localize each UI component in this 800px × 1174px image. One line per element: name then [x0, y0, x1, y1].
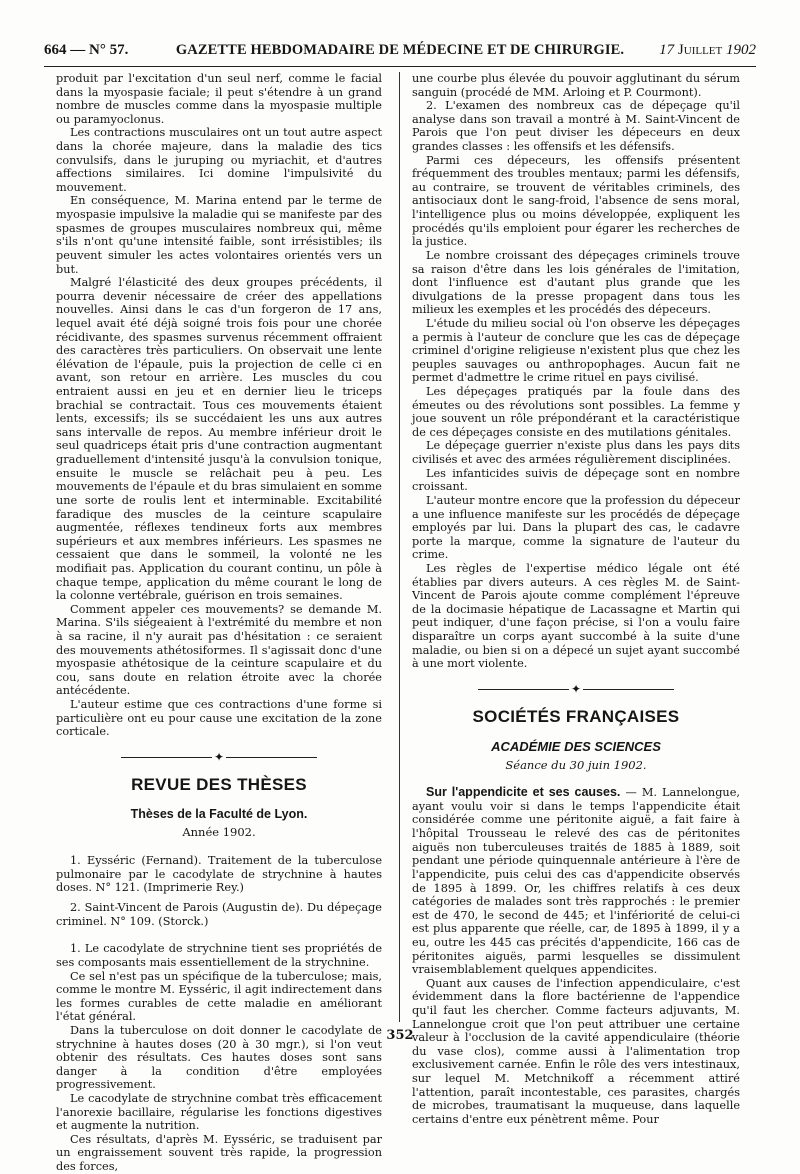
lead-text: ayant voulu voir si dans le temps l'appendicite était considérée comme une péritonite aiguë, a fait faire à l'hôpital Trousseau le relevé des cas de péritonites aiguës non tuberculeuses traités de 1885 à 1889, soit pendant une période quinquennale antérieure à l'ère de l'appendicite, puis celui des cas d'appendicite observés de 1895 à 1899. Or, les chiffres relatifs à ces deux catégories de malades sont très rapprochés : le premier est de 470, le second de 445; et l'infériorité de celui-ci est plus apparente que réelle, car, de 1895 à 1899, il y a eu, outre les 445 cas précités d'appendicite, 166 cas de péritonites aiguës, parmi lesquelles se dissimulent vraisemblablement quelques appendicites. — [412, 799, 740, 977]
ornament-icon: ✦ — [570, 681, 582, 696]
paragraph: Quant aux causes de l'infection appendiculaire, c'est évidemment dans la flore bactérienne de l'appendice qu'il faut les chercher. Comme facteurs adjuvants, M. Lannelongue croit que l'on peut attribuer une certaine valeur à l'occlusion de la cavité appendiculaire (théorie du vase clos), comme aussi à l'alimentation trop exclusivement carnée. Enfin le rôle des vers intestinaux, sur lequel M. Metchnikoff a récemment attiré l'attention, paraît incontestable, ces parasites, chargés de microbes, traumatisant la muqueuse, dans laquelle certains d'entre eux pénètrent même. Pour — [412, 976, 740, 1126]
left-column — [56, 72, 382, 1174]
paragraph: En conséquence, M. Marina entend par le terme de myospasie impulsive la maladie qui se manifeste par des spasmes de groupes musculaires nombreux qui, même s'ils n'ont qu'une intensité faible, sont irrésistibles; ils peuvent simuler les actes volontaires orientés vers un but. — [56, 194, 382, 276]
running-header — [44, 42, 756, 64]
paragraph: L'étude du milieu social où l'on observe les dépeçages a permis à l'auteur de conclure que les cas de dépeçage criminel d'origine religieuse n'existent plus que chez les peuples sauvages ou anthropophages. Aucun fait ne permet d'admettre le crime rituel en pays civilisé. — [412, 316, 740, 385]
date-month: Juillet — [677, 42, 723, 58]
paragraph: Le dépeçage guerrier n'existe plus dans les pays dits civilisés et avec des armées régulièrement disciplinées. — [412, 439, 740, 467]
thesis-entry: 1. Eysséric (Fernand). Traitement de la tuberculose pulmonaire par le cacodylate de strychnine à hautes doses. N° 121. (Imprimerie Rey.) — [56, 854, 382, 895]
section-divider — [412, 683, 740, 697]
ornament-icon: ✦ — [213, 749, 225, 764]
paragraph: Malgré l'élasticité des deux groupes précédents, il pourra devenir nécessaire de créer des appellations nouvelles. Ainsi dans le cas d'un forgeron de 17 ans, lequel avait été déjà soigné trois fois pour une chorée récidivante, des spasmes survenus récemment offraient des caractères très particuliers. On observait une lente élévation de l'épaule, puis la projection de celle ci en avant, son retour en arrière. Les muscles du cou entraient aussi en jeu et en dernier lieu le triceps brachial se contractait. Tous ces mouvements étaient lents, excessifs; ils se succédaient les uns aux autres sans intervalle de repos. Au membre inférieur droit le seul quadriceps était pris d'une contraction augmentant graduellement d'intensité jusqu'à la convulsion tonique, ensuite le muscle se relâchait peu à peu. Les mouvements de l'épaule et du bras simulaient en somme une sorte de roulis lent et interminable. Excitabilité faradique des muscles de la ceinture scapulaire augmentée, réflexes tendineux forts aux membres supérieurs et aux membres inférieurs. Les spasmes ne cessaient que dans le sommeil, la volonté ne les modifiait pas. Application du courant continu, un pôle à chaque tempe, application du même courant le long de la colonne vertébrale, guérison en trois semaines. — [56, 276, 382, 603]
paragraph: Dans la tuberculose on doit donner le cacodylate de strychnine à hautes doses (20 à 30 mgr.), si l'on veut obtenir des résultats. Ces hautes doses sont sans danger à la condition d'être employées progressivement. — [56, 1023, 382, 1092]
paragraph: une courbe plus élevée du pouvoir agglutinant du sérum sanguin (procédé de MM. Arloing et P. Courmont). — [412, 72, 740, 99]
paragraph: Ces résultats, d'après M. Eysséric, se traduisent par un engraissement souvent très rapide, la progression des forces, — [56, 1132, 382, 1174]
lead-author: — M. Lannelongue, — [625, 785, 740, 799]
paragraph: Les dépeçages pratiqués par la foule dans des émeutes ou des révolutions sont possibles. La femme y joue souvent un rôle prépondérant et la caractéristique de ces dépeçages consiste en des mutilations génitales. — [412, 385, 740, 439]
paragraph: 2. L'examen des nombreux cas de dépeçage qu'il analyse dans son travail a montré à M. Saint-Vincent de Parois que l'on peut diviser les dépeceurs en deux grandes classes : les offensifs et les défensifs. — [412, 99, 740, 154]
paragraph: L'auteur montre encore que la profession du dépeceur a une influence manifeste sur les procédés de dépeçage employés par lui. Dans la plupart des cas, le cadavre porte la marque, comme la signature de l'auteur du crime. — [412, 493, 740, 562]
session-date: Séance du 30 juin 1902. — [505, 757, 647, 772]
issue-date — [659, 42, 756, 59]
date-day: 17 — [659, 42, 675, 58]
thesis-entry: 2. Saint-Vincent de Parois (Augustin de). Du dépeçage criminel. N° 109. (Storck.) — [56, 901, 382, 928]
lead-paragraph — [412, 785, 740, 977]
sub-title: Thèses de la Faculté de Lyon. — [130, 807, 308, 822]
paragraph: Les infanticides suivis de dépeçage sont en nombre croissant. — [412, 466, 740, 494]
paragraph: 1. Le cacodylate de strychnine tient ses propriétés de ses composants mais essentiellement de la strychnine. — [56, 942, 382, 969]
paragraph: Parmi ces dépeceurs, les offensifs présentent fréquemment des troubles mentaux; parmi les défensifs, au contraire, se trouvent de véritables criminels, des antisociaux dont le sang-froid, l'absence de sens moral, l'intelligence plus ou moins développée, expliquent les procédés qu'ils emploient pour égarer les recherches de la justice. — [412, 153, 740, 249]
paragraph: produit par l'excitation d'un seul nerf, comme le facial dans la myospasie faciale; il peut s'étendre à un grand nombre de muscles comme dans la myospasie multiple ou paramyoclonus. — [56, 72, 382, 126]
section-title: SOCIÉTÉS FRANÇAISES — [472, 706, 680, 726]
lead-title: Sur l'appendicite et ses causes. — [426, 784, 621, 799]
column-divider — [399, 72, 400, 1022]
year-line: Année 1902. — [182, 825, 256, 840]
section-title: REVUE DES THÈSES — [131, 774, 307, 794]
header-rule — [44, 66, 756, 67]
paragraph: Ce sel n'est pas un spécifique de la tuberculose; mais, comme le montre M. Eysséric, il agit indirectement dans les formes curables de cette maladie en améliorant l'état général. — [56, 969, 382, 1024]
paragraph: Le nombre croissant des dépeçages criminels trouve sa raison d'être dans les lois générales de l'imitation, dont l'influence est d'autant plus grande que les divulgations de la presse propagent dans tous les milieux les exemples et les procédés des dépeceurs. — [412, 248, 740, 317]
page-number: 352 — [386, 1028, 414, 1043]
academy-title: ACADÉMIE DES SCIENCES — [491, 739, 661, 755]
paragraph: Comment appeler ces mouvements? se demande M. Marina. S'ils siégeaient à l'extrémité du membre et non à sa racine, il n'y aurait pas d'hésitation : ce seraient des mouvements athétosiformes. Il s'agissait donc d'une myospasie athétosique de la ceinture scapulaire et du cou, sans doute en relation étroite avec la chorée antécédente. — [56, 602, 382, 698]
date-year: 1902 — [726, 42, 756, 58]
paragraph: L'auteur estime que ces contractions d'une forme si particulière ont eu pour cause une excitation de la zone corticale. — [56, 698, 382, 739]
right-column — [412, 72, 740, 1126]
paragraph: Le cacodylate de strychnine combat très efficacement l'anorexie bacillaire, régularise les fonctions digestives et augmente la nutrition. — [56, 1092, 382, 1133]
journal-title: GAZETTE HEBDOMADAIRE DE MÉDECINE ET DE CHIRURGIE. — [175, 42, 625, 58]
page-issue: 664 — N° 57. — [44, 42, 129, 58]
paragraph: Les règles de l'expertise médico légale ont été établies par divers auteurs. A ces règles M. de Saint-Vincent de Parois ajoute comme complément l'épreuve de la docimasie hépatique de Lacassagne et Martin qui peut indiquer, d'une façon précise, si l'on a voulu faire disparaître un corps ayant succombé à la suite d'une maladie, ou bien si on a dépecé un sujet ayant succombé à une mort violente. — [412, 561, 740, 671]
section-divider — [56, 751, 382, 765]
paragraph: Les contractions musculaires ont un tout autre aspect dans la chorée majeure, dans la maladie des tics convulsifs, dans le juruping ou myriachit, et d'autres affections similaires. Ici domine l'impulsivité du mouvement. — [56, 126, 382, 194]
